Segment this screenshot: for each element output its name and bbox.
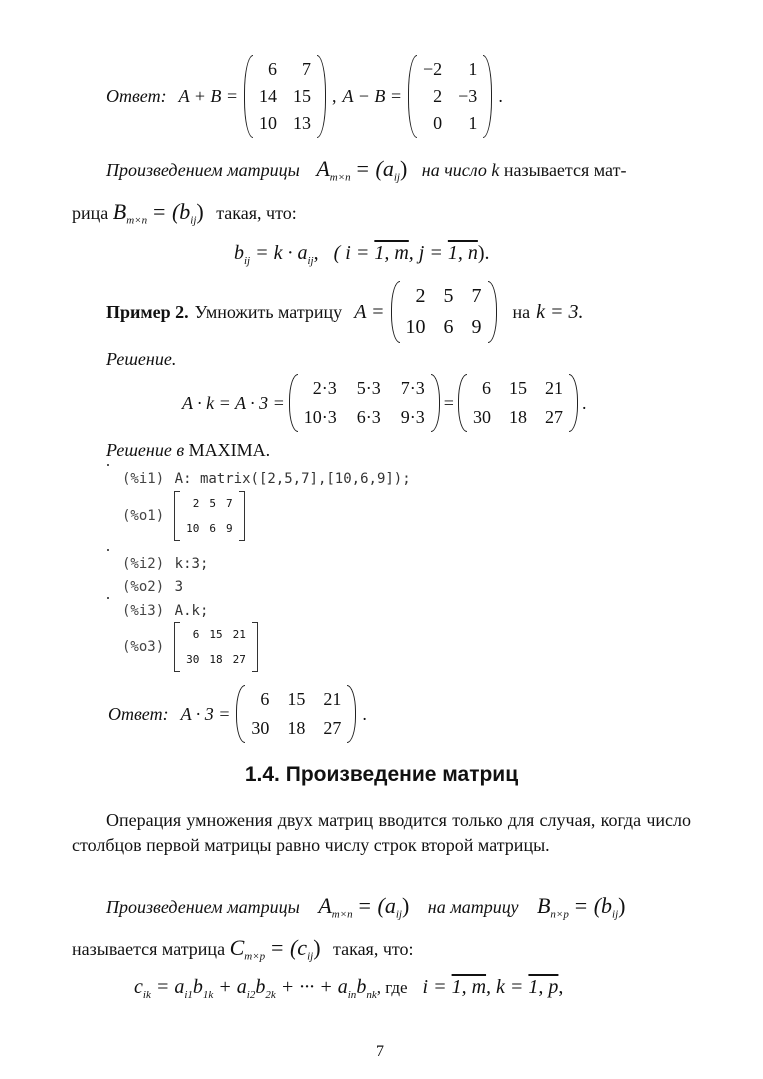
sum-matrix: 6 7 14 15 10 13 (244, 55, 326, 138)
maxima-output-1: (%o1) 2 5 7 10 6 9 (122, 491, 245, 541)
section-heading: 1.4. Произведение матриц (244, 763, 519, 786)
maxima-output-2: (%o2) 3 (122, 579, 184, 595)
maxima-input-1: (%i1) A: matrix([2,5,7],[10,6,9]); (122, 471, 411, 487)
definition-1-line-1: Произведением матрицы $A_{m\times n} = (a_{ij})$ на число k называется мат- (106, 156, 627, 184)
maxima-label: Решение в MAXIMA. (106, 440, 271, 460)
definition-2-line-1: Произведением матрицы $A_{m\times n} = (a_{ij})$ на матрицу $B_{n\times p} = (b_{ij})$ (106, 893, 626, 921)
example-matrix: 2 5 7 10 6 9 (391, 281, 497, 343)
sum-lhs: A + B = (178, 86, 239, 106)
answer-label: Ответ: (106, 86, 167, 106)
diff-lhs: A − B = (342, 86, 402, 106)
example-2: Пример 2. Умножить матрицу A = 2 5 7 10 6 9 на k = 3. (106, 281, 584, 343)
solution-label: Решение. (106, 349, 177, 369)
solution-formula: A · k = A · 3 = 2·3 5·3 7·3 10·3 6·3 9·3 = 6 15 21 30 18 27 . (182, 374, 586, 432)
definition-2-line-2: называется матрица $C_{m\times p} = (c_{ij})$ такая, что: (72, 935, 414, 963)
maxima-input-2: (%i2) k:3; (122, 556, 209, 572)
diff-matrix: −2 1 2 −3 0 1 (408, 55, 492, 138)
maxima-output-3: (%o3) 6 15 21 30 18 27 (122, 622, 258, 672)
answer-1: Ответ: A + B = 6 7 14 15 10 13 , A − B = −2 1 2 −3 0 1 . (106, 55, 503, 138)
formula-scalar-multiplication: $b_{ij} = k \cdot a_{ij}$, ( i = 1, m, j = 1, n). (234, 242, 490, 267)
answer-2: Ответ: A · 3 = 6 15 21 30 18 27 . (108, 685, 367, 743)
formula-matrix-product: $c_{ik} = a_{i1}b_{1k} + a_{i2}b_{2k}$ + ··· + $a_{in}b_{nk}$, где i = 1, m, k = 1, p, (134, 976, 564, 1001)
definition-1-line-2: рица $B_{m\times n} = (b_{ij})$ такая, что: (72, 199, 297, 227)
page-number: 7 (376, 1043, 384, 1060)
paragraph-matrix-product-intro: Операция умножения двух матриц вводится только для случая, когда число столбцов первой матрицы равно числу строк второй матрицы. (72, 810, 691, 855)
maxima-input-3: (%i3) A.k; (122, 603, 209, 619)
